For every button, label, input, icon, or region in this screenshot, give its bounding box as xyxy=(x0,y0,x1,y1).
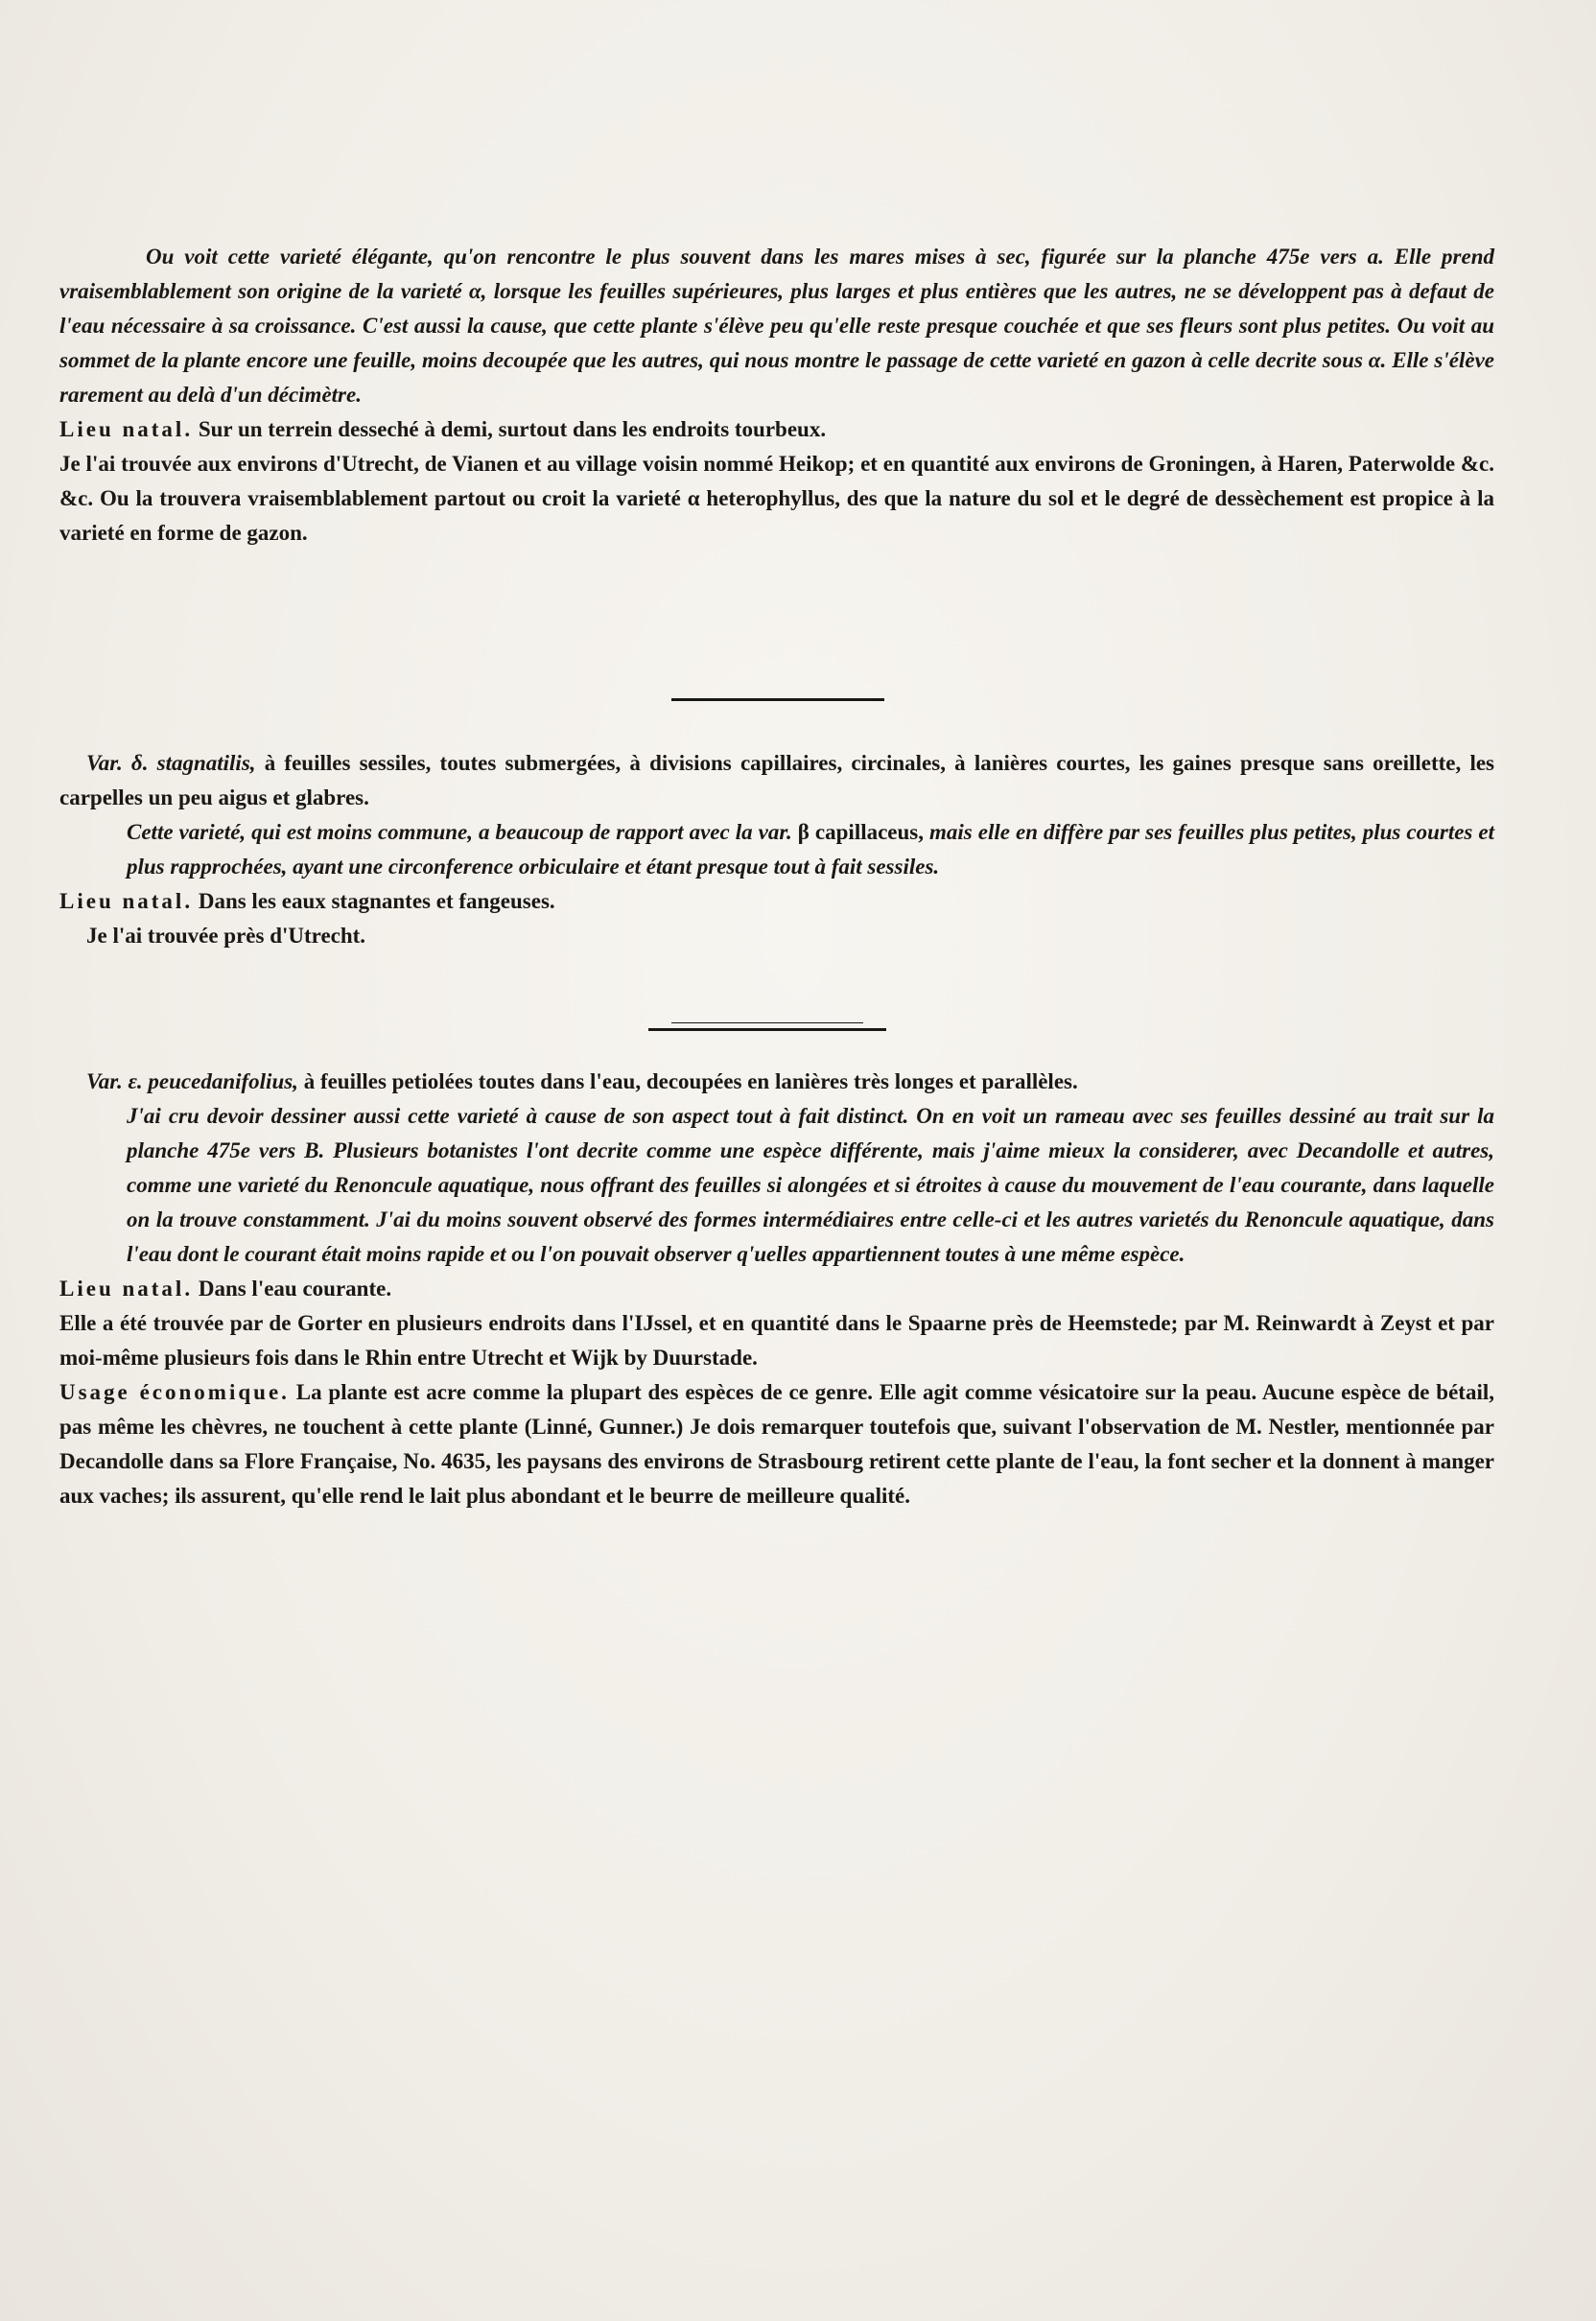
locality-paragraph: Elle a été trouvée par de Gorter en plusieurs endroits dans l'IJssel, et en quantité dans le Spaarne près de Heemstede; par M. Reinwardt à Zeyst et par moi-même plusieurs fois dans le Rhin entre Utrecht et Wijk by Duurstade. xyxy=(59,1311,1494,1370)
usage-paragraph xyxy=(59,1375,1494,1513)
habitat-line xyxy=(59,1272,1494,1306)
habitat-line xyxy=(59,884,1494,919)
usage-text: La plante est acre comme la plupart des espèces de ce genre. Elle agit comme vésicatoire sur la peau. Aucune espèce de bétail, pas même les chèvres, ne touchent à cette plante (Linné, Gunner.) Je dois remarquer toutefois que, suivant l'observation de M. Nestler, mentionnée par Decandolle dans sa Flore Française, No. 4635, les paysans des environs de Strasbourg retirent cette plante de l'eau, la font secher et la donnent à manger aux vaches; ils assurent, qu'elle rend le lait plus abondant et le beurre de meilleure qualité. xyxy=(59,1380,1494,1508)
section-divider-thin xyxy=(671,1022,863,1023)
habitat-text: Dans l'eau courante. xyxy=(198,1277,392,1301)
section-peucedanifolius xyxy=(59,1065,1494,1513)
habitat-label: Lieu natal. xyxy=(59,1277,194,1301)
variety-name: Var. δ. stagnatilis, xyxy=(86,751,256,775)
variety-diagnosis: à feuilles petiolées toutes dans l'eau, decoupées en lanières très longes et parallèles. xyxy=(303,1069,1078,1093)
locality-paragraph: Je l'ai trouvée aux environs d'Utrecht, de Vianen et au village voisin nommé Heikop; et en quantité aux environs de Groningen, à Haren, Paterwolde &c. &c. Ou la trouvera vraisemblablement partout ou croit la varieté α heterophyllus, des que la nature du sol et le degré de dessèchement est propice à la varieté en forme de gazon. xyxy=(59,452,1494,545)
variety-note-b: β capillaceus, xyxy=(797,820,925,844)
section-stagnatilis xyxy=(59,746,1494,953)
variety-note-a: Cette varieté, qui est moins commune, a beaucoup de rapport avec la var. xyxy=(127,820,792,844)
habitat-label: Lieu natal. xyxy=(59,889,194,913)
variety-name: Var. ε. peucedanifolius, xyxy=(86,1069,298,1093)
variety-note xyxy=(59,815,1494,884)
variety-description: Ou voit cette varieté élégante, qu'on rencontre le plus souvent dans les mares mises à sec, figurée sur la planche 475e vers a. Elle prend vraisemblablement son origine de la varieté α, lorsque les feuilles supérieures, plus larges et plus entières que les autres, ne se développent pas à defaut de l'eau nécessaire à sa croissance. C'est aussi la cause, que cette plante s'élève peu qu'elle reste presque couchée et que ses fleurs sont plus petites. Ou voit au sommet de la plante encore une feuille, moins decoupée que les autres, qui nous montre le passage de cette varieté en gazon à celle decrite sous α. Elle s'élève rarement au delà d'un décimètre. xyxy=(59,245,1494,407)
section-gazon-variety xyxy=(59,240,1494,551)
habitat-text: Sur un terrein desseché à demi, surtout dans les endroits tourbeux. xyxy=(198,417,827,441)
locality-line: Je l'ai trouvée près d'Utrecht. xyxy=(86,924,366,948)
usage-label: Usage économique. xyxy=(59,1380,290,1404)
section-divider xyxy=(648,1028,886,1031)
variety-note-c: mais elle en diffère par ses feuilles plus petites, plus courtes et plus rapprochées, ayant une circonference orbiculaire et étant presque tout à fait sessiles. xyxy=(127,820,1494,879)
habitat-line xyxy=(59,412,1494,447)
variety-heading xyxy=(59,1065,1494,1099)
habitat-text: Dans les eaux stagnantes et fangeuses. xyxy=(198,889,555,913)
variety-heading xyxy=(59,746,1494,815)
habitat-label: Lieu natal. xyxy=(59,417,194,441)
section-divider xyxy=(671,698,884,701)
variety-diagnosis: à feuilles sessiles, toutes submergées, à divisions capillaires, circinales, à lanières courtes, les gaines presque sans oreillette, les carpelles un peu aigus et glabres. xyxy=(59,751,1495,809)
variety-note: J'ai cru devoir dessiner aussi cette varieté à cause de son aspect tout à fait distinct. On en voit un rameau avec ses feuilles dessiné au trait sur la planche 475e vers B. Plusieurs botanistes l'ont decrite comme une espèce différente, mais j'aime mieux la considerer, avec Decandolle et autres, comme une varieté du Renoncule aquatique, nous offrant des feuilles si alongées et si étroites à cause du mouvement de l'eau courante, dans laquelle on la trouve constamment. J'ai du moins souvent observé des formes intermédiaires entre celle-ci et les autres varietés du Renoncule aquatique, dans l'eau dont le courant était moins rapide et ou l'on pouvait observer q'uelles appartiennent toutes à une même espèce. xyxy=(127,1104,1494,1266)
